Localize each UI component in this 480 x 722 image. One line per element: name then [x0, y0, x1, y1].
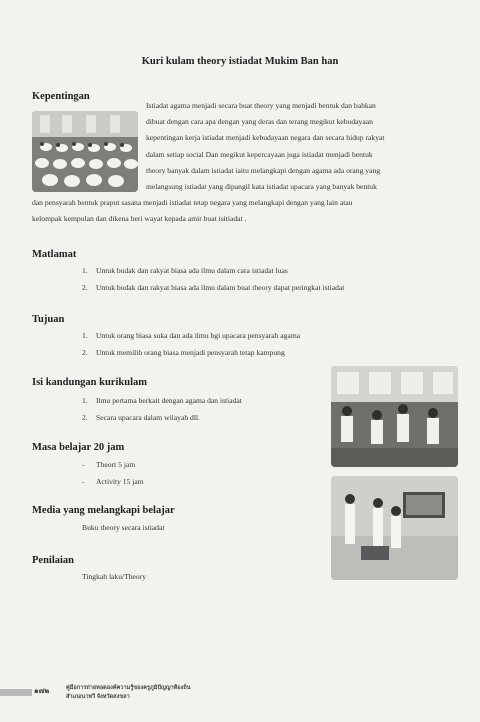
- paragraph-line: dibuat dengan cara apa dengan yang deras dan terang megikut kebudayaan: [146, 117, 373, 127]
- kepentingan-paragraph-wrapped: [146, 98, 448, 195]
- teaching-image: [331, 476, 458, 580]
- paragraph-line: melangsung istiadat yang dipangil kata istiadat upacara yang banyak bentuk: [146, 182, 377, 192]
- classroom-image: [331, 366, 458, 467]
- paragraph-line: Istiadat agama menjadi secara buat theory yang menjadi bentuk dan bahkan: [146, 101, 376, 110]
- footer-title: คู่มือการถ่ายทอดองค์ความรู้ของครูภูมิปัญญาท้องถิ่น: [66, 685, 191, 691]
- list-item: 1. Untuk orang biasa suka dan ada ilmu bgi upacara pensyarah agama: [82, 331, 301, 340]
- footer-location: สำเภอนาทวี จังหวัดสงขลา: [66, 694, 130, 700]
- list-item: 2. Secara upacara dalam wilayah dll.: [82, 413, 200, 422]
- masa-belajar-list: [82, 456, 144, 490]
- list-item: 1. Ilmu pertama berkait dengan agama dan istiadat: [82, 396, 242, 405]
- tujuan-list: [82, 327, 300, 361]
- heading-kepentingan: Kepentingan: [32, 91, 90, 102]
- photo-classroom: [331, 366, 458, 467]
- paragraph-line: kelompak kempulan dan dikena beri wayat kepada amir buat isitiadat .: [32, 214, 247, 224]
- list-item: 2. Untuk memilih orang biasa menjadi pensyarah tetap kampung: [82, 348, 285, 357]
- page-number: ๑๗๒: [34, 686, 50, 695]
- heading-masa-belajar: Masa belajar 20 jam: [32, 442, 125, 453]
- kepentingan-paragraph-full: [32, 195, 452, 227]
- page-title: Kuri kulam theory istiadat Mukim Ban han: [141, 56, 339, 67]
- media-text: Buku theory secara istiadat: [82, 523, 165, 532]
- paragraph-line: kepentingan kerja istiadat menjadi kebudayaan negara dan secara hidup rakyat: [146, 133, 385, 143]
- list-item: 1. Untuk budak dan rakyat biasa ada ilmu dalam cara istiadat luas: [82, 266, 288, 275]
- heading-matlamat: Matlamat: [32, 249, 77, 260]
- list-item: - Activity 15 jam: [82, 477, 144, 486]
- paragraph-line: dan pensyarah bentuk praput sasana menjadi istiadat tetap negara yang melangkapi dengan yang lain atau: [32, 198, 353, 207]
- matlamat-list: [82, 262, 344, 296]
- penilaian-text: Tingkah laku/Theory: [82, 572, 147, 581]
- prayer-hall-image: [32, 111, 138, 192]
- paragraph-line: dalam setiap social Dan megikut kepercayaan juga istiadat menjadi bentuk: [146, 149, 373, 159]
- heading-isi-kandungan: Isi kandungan kurikulam: [32, 377, 147, 388]
- paragraph-line: theory banyak dalam istiadat iaitu melangkapi dengan agama ada orang yang: [146, 165, 381, 175]
- photo-teaching: [331, 476, 458, 580]
- footer-bar: [0, 689, 32, 696]
- list-item: - Theort 5 jam: [82, 460, 136, 469]
- heading-tujuan: Tujuan: [32, 314, 65, 325]
- heading-penilaian: Penilaian: [32, 555, 75, 566]
- list-item: 2. Untuk budak dan rakyat biasa ada ilmu dalam buat theory dapat peringkat istiadat: [82, 283, 345, 292]
- heading-media: Media yang melangkapi belajar: [32, 505, 175, 516]
- photo-prayer-hall: [32, 111, 138, 192]
- isi-kandungan-list: [82, 392, 242, 426]
